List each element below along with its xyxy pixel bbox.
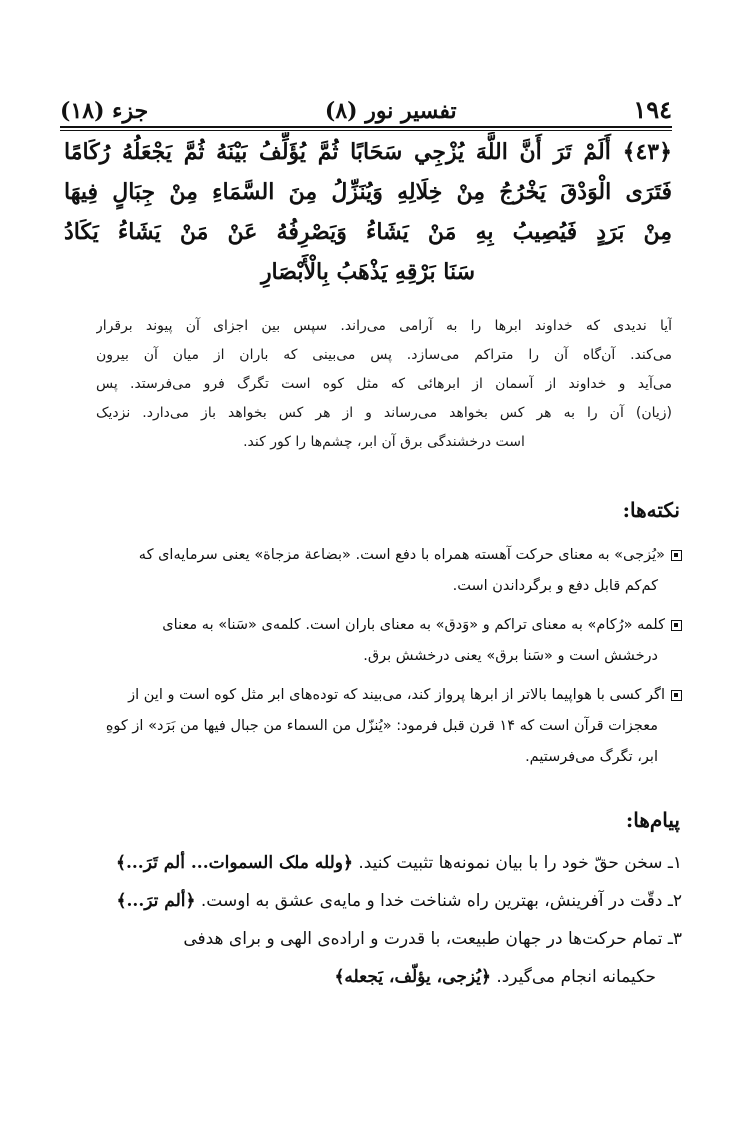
note-text: کلمه «رُکام» به معنای تراکم و «وَدق» به معنای باران است. کلمه‌ی «سَنا» به معنای <box>162 617 665 633</box>
note-line: ابر، تگرگ می‌فرستیم. <box>525 749 658 765</box>
book-title: تفسیر نور (٨) <box>324 98 457 124</box>
message-item <box>50 920 682 958</box>
note-line: معجزات قرآن است که ١۴ قرن قبل فرمود: «یُنزّل من السماء من جبال فیها من بَرَد» از کوهِ <box>105 718 658 734</box>
header-rule <box>60 126 672 128</box>
translation-line: است درخشندگی برق آن ابر، چشم‌ها را کور کند. <box>243 434 525 450</box>
translation-line: آیا ندیدی که خداوند ابرها را به آرامی می‌راند. سپس بین اجزای آن پیوند برقرار <box>96 318 672 334</box>
note-line <box>50 610 682 641</box>
messages-list <box>50 844 682 996</box>
notes-heading: نکته‌ها: <box>622 498 680 522</box>
header-rule-thin <box>60 130 672 131</box>
note-line: درخشش است و «سَنا برق» یعنی درخشش برق. <box>363 648 658 664</box>
verse-line: مِنْ بَرَدٍ فَيُصِيبُ بِهِ مَنْ يَشَاءُ وَيَصْرِفُهُ عَنْ مَنْ يَشَاءُ يَكَادُ <box>64 219 672 245</box>
message-text: ٣ـ تمام حرکت‌ها در جهان طبیعت، با قدرت و اراده‌ی الهی و برای هدفی <box>183 929 682 949</box>
note-item <box>50 680 682 773</box>
message-reference: ﴿ولله ملک السموات... ألم تَرَ...﴾ <box>116 853 353 873</box>
note-item <box>50 610 682 672</box>
translation-line: می‌آید و خداوند از آسمان از ابرهائی که مثل کوه است تگرگ فرو می‌فرستد. پس <box>96 376 672 392</box>
message-text: ٢ـ دقّت در آفرینش، بهترین راه شناخت خدا و مایه‌ی عشق به اوست. <box>200 891 682 911</box>
message-text: ١ـ سخن حقّ خود را با بیان نمونه‌ها تثبیت کنید. <box>358 853 682 873</box>
message-item <box>50 958 682 996</box>
message-reference: ﴿یُزجی، یؤلّف، یَجعله﴾ <box>334 967 491 987</box>
page-number: ١٩٤ <box>633 95 672 124</box>
square-bullet-icon <box>671 690 682 701</box>
note-item <box>50 540 682 602</box>
verse-line: سَنَا بَرْقِهِ يَذْهَبُ بِالْأَبْصَارِ <box>260 259 476 285</box>
square-bullet-icon <box>671 620 682 631</box>
page-header <box>60 94 672 124</box>
message-text: حکیمانه انجام می‌گیرد. <box>496 967 656 987</box>
square-bullet-icon <box>671 550 682 561</box>
message-reference: ﴿ألم ترَ...﴾ <box>116 891 196 911</box>
note-line: کم‌کم قابل دفع و برگرداندن است. <box>452 578 658 594</box>
note-text: اگر کسی با هواپیما بالاتر از ابرها پرواز کند، می‌بیند که توده‌های ابر مثل کوه است و این از <box>128 687 665 703</box>
verse-translation <box>96 312 672 457</box>
verse-line: فَتَرَى الْوَدْقَ يَخْرُجُ مِنْ خِلَالِهِ وَيُنَزِّلُ مِنَ السَّمَاءِ مِنْ جِبَالٍ فِيهَا <box>64 179 672 205</box>
notes-list <box>50 540 682 781</box>
note-text: «یُزجی» به معنای حرکت آهسته همراه با دفع است. «بضاعة مزجاة» یعنی سرمایه‌ای که <box>138 547 665 563</box>
translation-line: می‌کند. آن‌گاه آن را متراکم می‌سازد. پس می‌بینی که باران از میان آن بیرون <box>96 347 672 363</box>
message-item <box>50 844 682 882</box>
note-line <box>50 540 682 571</box>
verse-line: ﴿٤٣﴾ أَلَمْ تَرَ أَنَّ اللَّهَ يُزْجِي سَحَابًا ثُمَّ يُؤَلِّفُ بَيْنَهُ ثُمَّ يَجْعَلُهُ رُكَامًا <box>64 139 672 165</box>
quran-verse <box>64 132 672 292</box>
note-line <box>50 680 682 711</box>
part-label: جزء (١٨) <box>60 98 149 124</box>
message-item <box>50 882 682 920</box>
translation-line: (زیان) آن را به هر کس بخواهد می‌رساند و از هر کس بخواهد باز می‌دارد. نزدیک <box>96 405 672 421</box>
messages-heading: پیام‌ها: <box>625 808 680 832</box>
